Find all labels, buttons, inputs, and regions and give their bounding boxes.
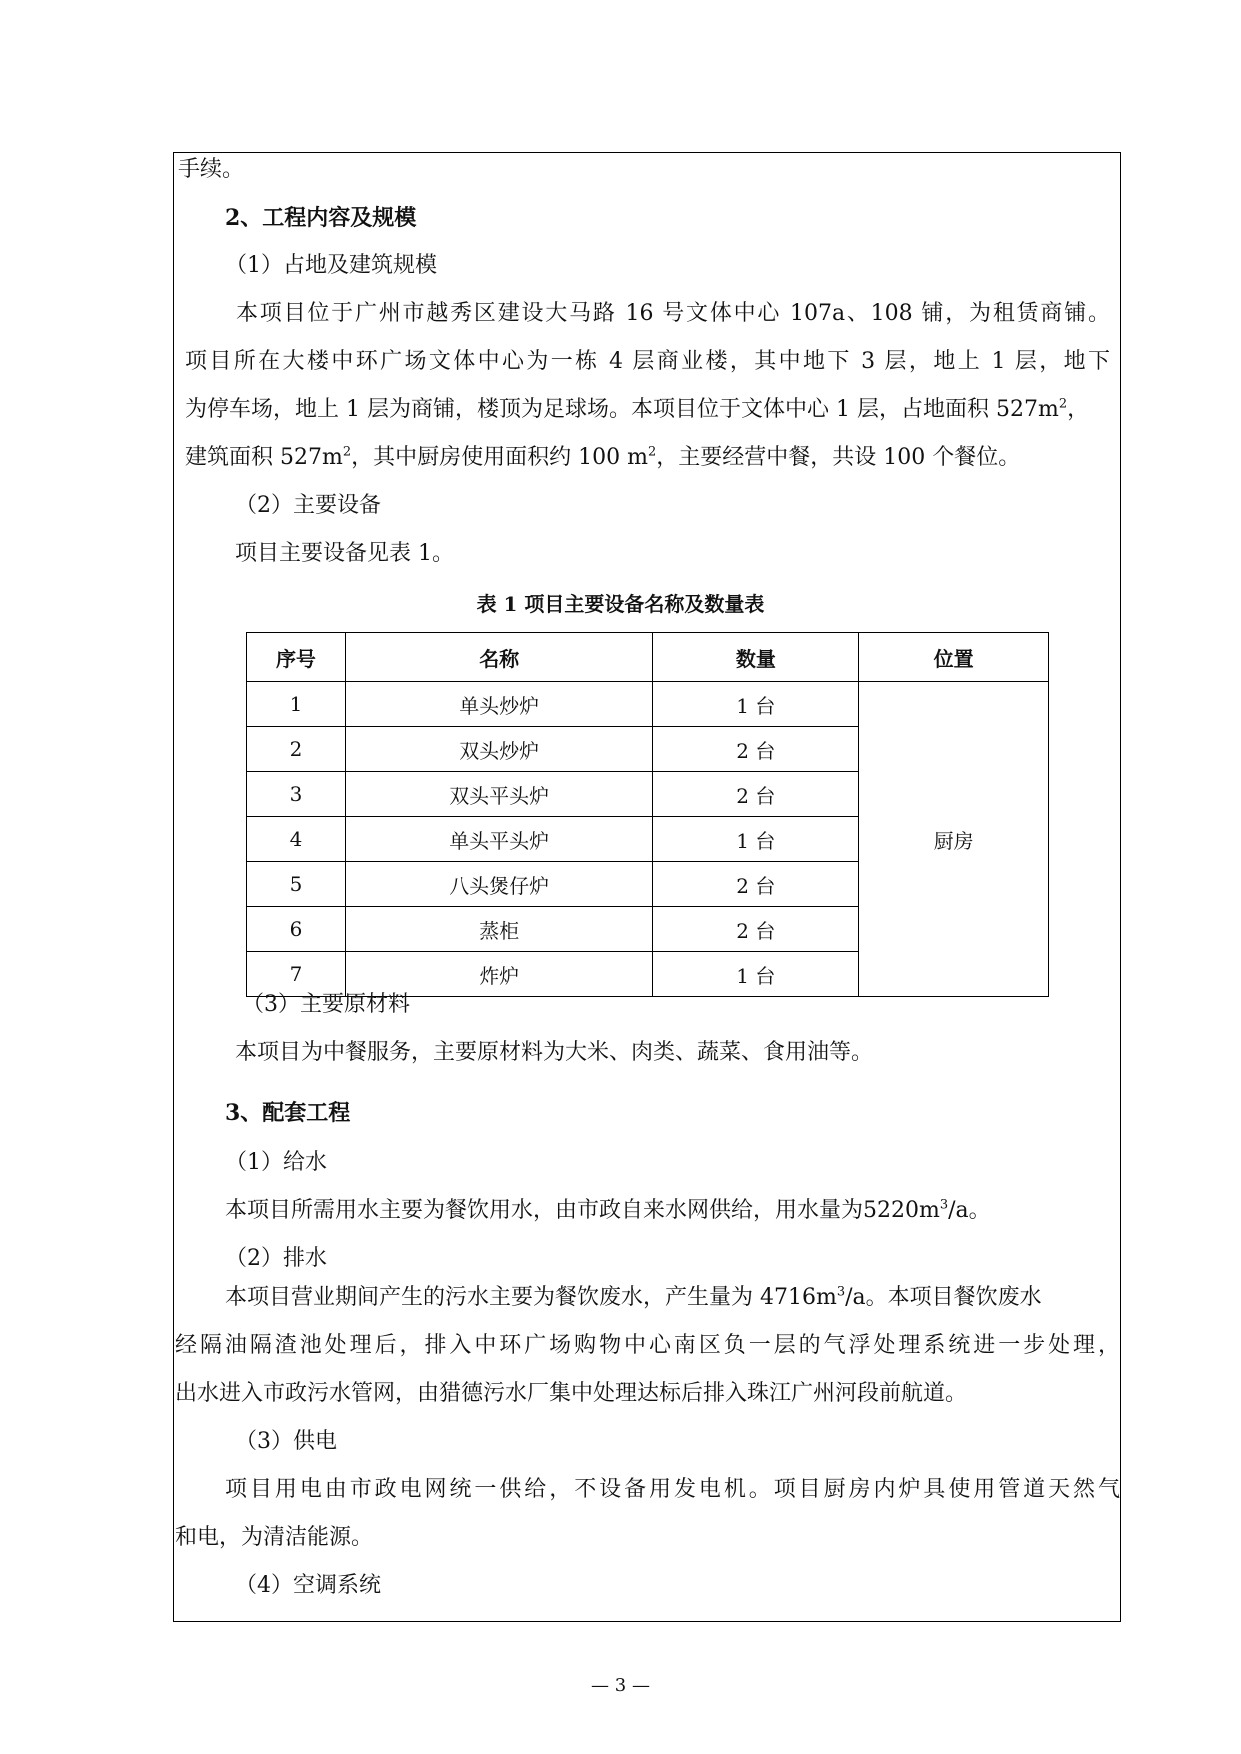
cell-qty: 2 台 — [653, 862, 859, 907]
cell-location: 厨房 — [859, 682, 1049, 997]
table-header-row — [247, 633, 1049, 682]
paragraph-line: 项目所在大楼中环广场文体中心为一栋 4 层商业楼，其中地下 3 层，地上 1 层，地下 — [185, 349, 1110, 374]
header-name: 名称 — [345, 633, 653, 682]
cell-name: 单头炒炉 — [345, 682, 653, 727]
cell-qty: 1 台 — [653, 817, 859, 862]
subsection-heading: （3）主要原材料 — [242, 992, 410, 1017]
paragraph-line: 本项目位于广州市越秀区建设大马路 16 号文体中心 107a、108 铺，为租赁商铺。 — [236, 301, 1110, 326]
cell-qty: 1 台 — [653, 952, 859, 997]
page-number: — 3 — — [591, 1675, 650, 1696]
paragraph-line: 本项目营业期间产生的污水主要为餐饮废水，产生量为 $4716m^3/a$。本项目餐饮废水 — [225, 1284, 1042, 1310]
section-heading: 3、配套工程 — [225, 1100, 351, 1126]
header-location: 位置 — [859, 633, 1049, 682]
cell-qty: 2 台 — [653, 727, 859, 772]
cell-qty: 2 台 — [653, 907, 859, 952]
cell-qty: 2 台 — [653, 772, 859, 817]
cell-qty: 1 台 — [653, 682, 859, 727]
subsection-heading: （2）排水 — [225, 1246, 327, 1271]
equipment-table — [246, 632, 1049, 997]
table-row — [247, 682, 1049, 727]
table-caption: 表 1 项目主要设备名称及数量表 — [476, 592, 765, 616]
paragraph-line: 和电，为清洁能源。 — [175, 1525, 374, 1550]
cell-no: 7 — [247, 952, 346, 997]
text-line: 手续。 — [178, 157, 245, 182]
paragraph-line: 项目主要设备见表 1。 — [235, 541, 454, 566]
cell-no: 3 — [247, 772, 346, 817]
paragraph-line: 经隔油隔渣池处理后，排入中环广场购物中心南区负一层的气浮处理系统进一步处理， — [175, 1333, 1120, 1358]
cell-name: 双头平头炉 — [345, 772, 653, 817]
paragraph-line: 出水进入市政污水管网，由猎德污水厂集中处理达标后排入珠江广州河段前航道。 — [175, 1381, 968, 1406]
paragraph-line: 本项目所需用水主要为餐饮用水，由市政自来水网供给，用水量为$5220m^3/a$。 — [225, 1197, 991, 1223]
section-heading: 2、工程内容及规模 — [225, 205, 417, 231]
header-no: 序号 — [247, 633, 346, 682]
paragraph-line: 项目用电由市政电网统一供给，不设备用发电机。项目厨房内炉具使用管道天然气 — [225, 1477, 1120, 1502]
cell-name: 炸炉 — [345, 952, 653, 997]
cell-no: 1 — [247, 682, 346, 727]
cell-name: 八头煲仔炉 — [345, 862, 653, 907]
cell-no: 2 — [247, 727, 346, 772]
paragraph-line: 本项目为中餐服务，主要原材料为大米、肉类、蔬菜、食用油等。 — [235, 1040, 874, 1065]
cell-name: 单头平头炉 — [345, 817, 653, 862]
subsection-heading: （1）占地及建筑规模 — [225, 253, 437, 278]
paragraph-line: 建筑面积 $527m^2$，其中厨房使用面积约 100 $m^2$，主要经营中餐，共设 100 个餐位。 — [185, 444, 1021, 470]
cell-no: 5 — [247, 862, 346, 907]
subsection-heading: （4）空调系统 — [235, 1573, 381, 1598]
cell-name: 双头炒炉 — [345, 727, 653, 772]
cell-name: 蒸柜 — [345, 907, 653, 952]
subsection-heading: （2）主要设备 — [235, 493, 381, 518]
subsection-heading: （1）给水 — [225, 1150, 327, 1175]
header-qty: 数量 — [653, 633, 859, 682]
cell-no: 4 — [247, 817, 346, 862]
cell-no: 6 — [247, 907, 346, 952]
subsection-heading: （3）供电 — [235, 1429, 337, 1454]
paragraph-line: 为停车场，地上 1 层为商铺，楼顶为足球场。本项目位于文体中心 1 层，占地面积 $527m^2$， — [185, 396, 1090, 422]
